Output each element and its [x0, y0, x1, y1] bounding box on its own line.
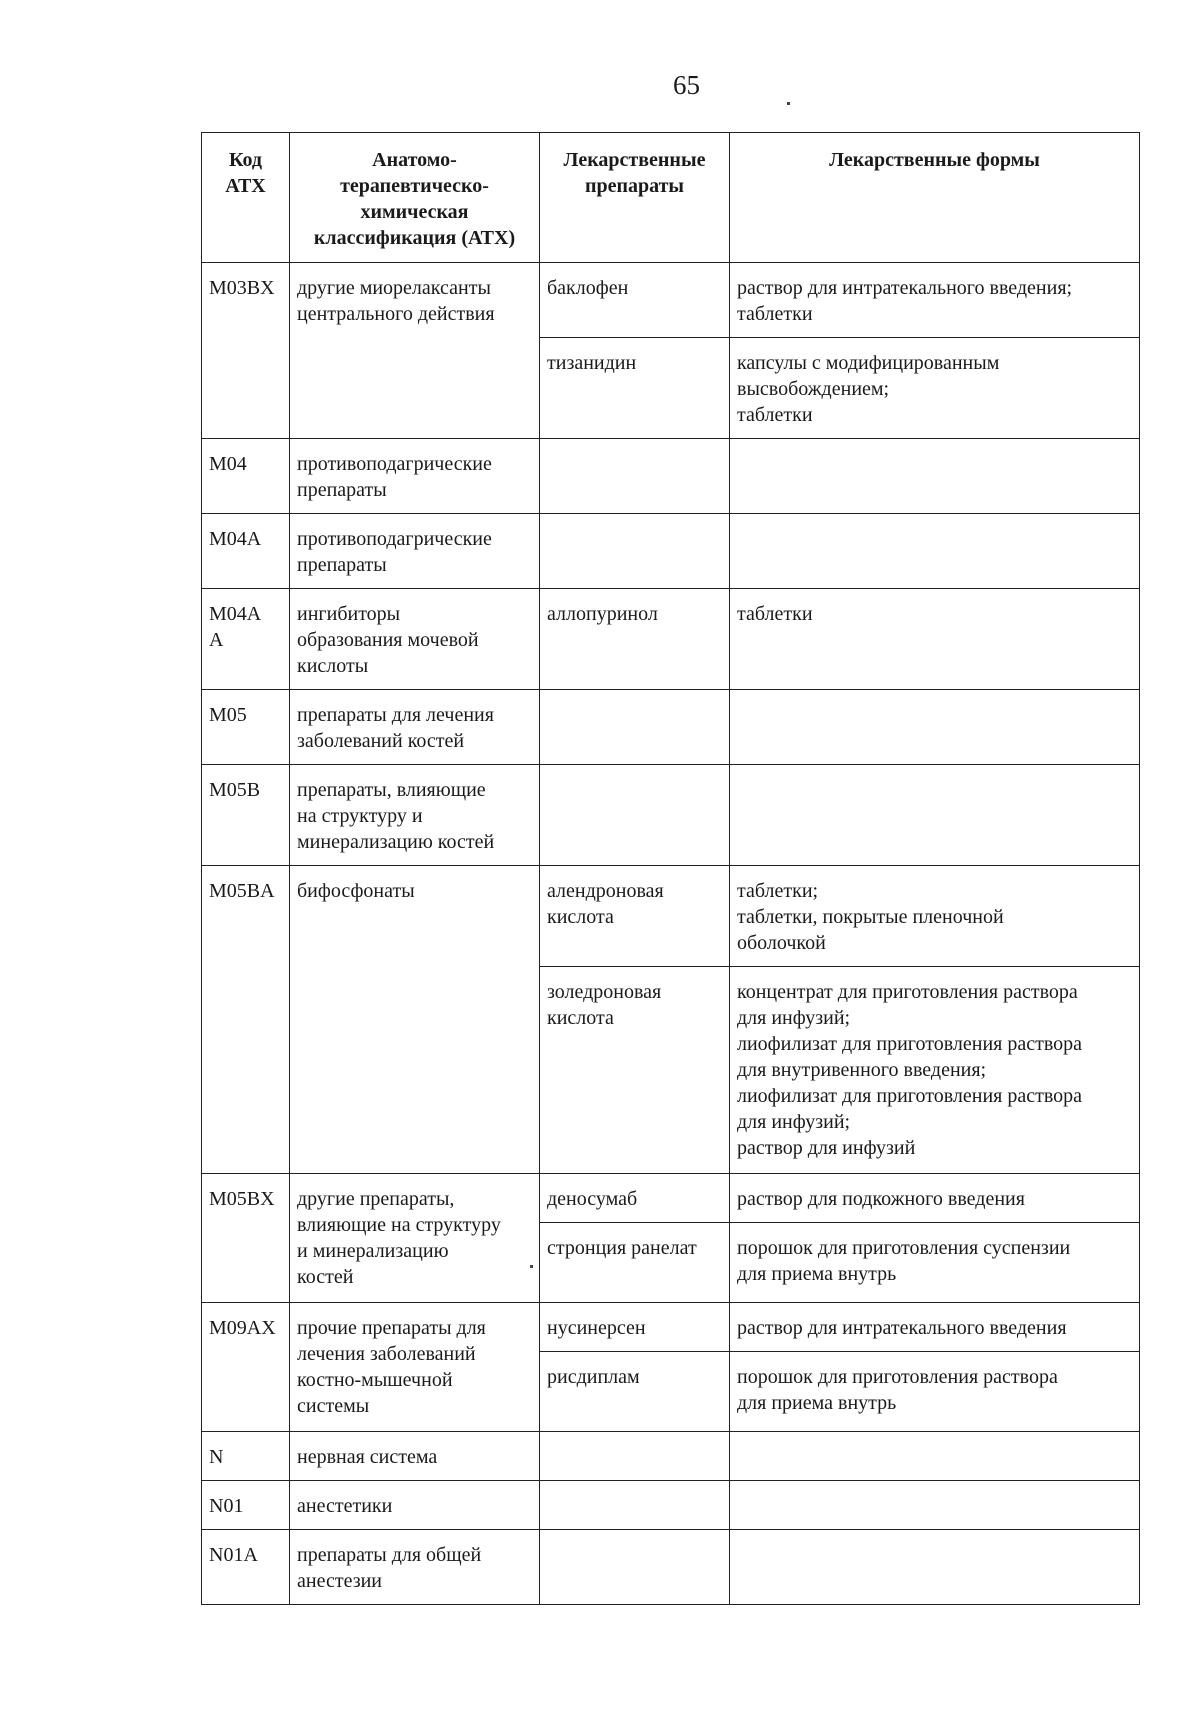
- table-row: [202, 1432, 1140, 1481]
- drug-cell: [540, 690, 730, 765]
- dosage-form-cell: [730, 1481, 1140, 1530]
- atc-classification-cell: другие препараты, влияющие на структуру и минерализацию костей: [290, 1174, 540, 1303]
- dosage-form-cell: раствор для интратекального введения; таблетки: [730, 263, 1140, 338]
- dosage-form-cell: [730, 765, 1140, 866]
- atc-code-cell: M05BX: [202, 1174, 290, 1303]
- dosage-form-cell: таблетки: [730, 589, 1140, 690]
- atc-classification-cell: противоподагрические препараты: [290, 514, 540, 589]
- atc-code-cell: M04: [202, 439, 290, 514]
- atc-code-cell: M05BA: [202, 866, 290, 1174]
- atc-classification-cell: нервная система: [290, 1432, 540, 1481]
- header-dosage-forms: Лекарственные формы: [730, 133, 1140, 263]
- atc-code-cell: N01: [202, 1481, 290, 1530]
- header-atc-code: Код АТХ: [202, 133, 290, 263]
- table-row: [202, 1303, 1140, 1352]
- table-row: [202, 514, 1140, 589]
- table-row: [202, 866, 1140, 967]
- drug-cell: [540, 1530, 730, 1605]
- table-row: [202, 1530, 1140, 1605]
- atc-classification-cell: ингибиторы образования мочевой кислоты: [290, 589, 540, 690]
- drug-cell: [540, 514, 730, 589]
- drug-cell: рисдиплам: [540, 1352, 730, 1432]
- table-body: [202, 263, 1140, 1605]
- table-header-row: [202, 133, 1140, 263]
- drug-cell: алендроновая кислота: [540, 866, 730, 967]
- drug-cell: аллопуринол: [540, 589, 730, 690]
- drug-cell: [540, 1481, 730, 1530]
- dosage-form-cell: раствор для интратекального введения: [730, 1303, 1140, 1352]
- atc-code-cell: M04A: [202, 514, 290, 589]
- dosage-form-cell: концентрат для приготовления раствора для инфузий; лиофилизат для приготовления раствора для внутривенного введения; лиофилизат для приготовления раствора для инфузий; раствор для инфузий: [730, 967, 1140, 1174]
- atc-code-cell: M05: [202, 690, 290, 765]
- dosage-form-cell: [730, 514, 1140, 589]
- dosage-form-cell: [730, 439, 1140, 514]
- atc-classification-cell: препараты для лечения заболеваний костей: [290, 690, 540, 765]
- drug-cell: деносумаб: [540, 1174, 730, 1223]
- table-row: [202, 439, 1140, 514]
- dosage-form-cell: [730, 1530, 1140, 1605]
- atc-code-cell: M09AX: [202, 1303, 290, 1432]
- table-row: [202, 589, 1140, 690]
- dosage-form-cell: капсулы с модифицированным высвобождением; таблетки: [730, 338, 1140, 439]
- dosage-form-cell: таблетки; таблетки, покрытые пленочной оболочкой: [730, 866, 1140, 967]
- header-drugs: Лекарственные препараты: [540, 133, 730, 263]
- dosage-form-cell: порошок для приготовления суспензии для приема внутрь: [730, 1223, 1140, 1303]
- table-row: [202, 1481, 1140, 1530]
- atc-classification-cell: прочие препараты для лечения заболеваний костно-мышечной системы: [290, 1303, 540, 1432]
- atc-classification-cell: другие миорелаксанты центрального действия: [290, 263, 540, 439]
- atc-classification-cell: противоподагрические препараты: [290, 439, 540, 514]
- atc-code-cell: N: [202, 1432, 290, 1481]
- atc-code-cell: M05B: [202, 765, 290, 866]
- dosage-form-cell: [730, 1432, 1140, 1481]
- atc-code-cell: N01A: [202, 1530, 290, 1605]
- table-row: [202, 765, 1140, 866]
- dosage-form-cell: раствор для подкожного введения: [730, 1174, 1140, 1223]
- atc-code-cell: M04A A: [202, 589, 290, 690]
- table-row: [202, 263, 1140, 338]
- scan-artifact-dot: [787, 102, 790, 105]
- atc-table: [201, 132, 1140, 1605]
- drug-cell: [540, 765, 730, 866]
- dosage-form-cell: порошок для приготовления раствора для приема внутрь: [730, 1352, 1140, 1432]
- header-atc-classification: Анатомо- терапевтическо- химическая классификация (АТХ): [290, 133, 540, 263]
- drug-cell: золедроновая кислота: [540, 967, 730, 1174]
- drug-cell: баклофен: [540, 263, 730, 338]
- dosage-form-cell: [730, 690, 1140, 765]
- drug-cell: стронция ранелат: [540, 1223, 730, 1303]
- drug-cell: [540, 1432, 730, 1481]
- page-number: 65: [673, 70, 700, 100]
- table-row: [202, 1174, 1140, 1223]
- atc-classification-cell: препараты, влияющие на структуру и минерализацию костей: [290, 765, 540, 866]
- atc-classification-cell: бифосфонаты: [290, 866, 540, 1174]
- drug-cell: [540, 439, 730, 514]
- drug-cell: тизанидин: [540, 338, 730, 439]
- table-row: [202, 690, 1140, 765]
- atc-classification-cell: анестетики: [290, 1481, 540, 1530]
- atc-classification-cell: препараты для общей анестезии: [290, 1530, 540, 1605]
- drug-cell: нусинерсен: [540, 1303, 730, 1352]
- atc-code-cell: M03BX: [202, 263, 290, 439]
